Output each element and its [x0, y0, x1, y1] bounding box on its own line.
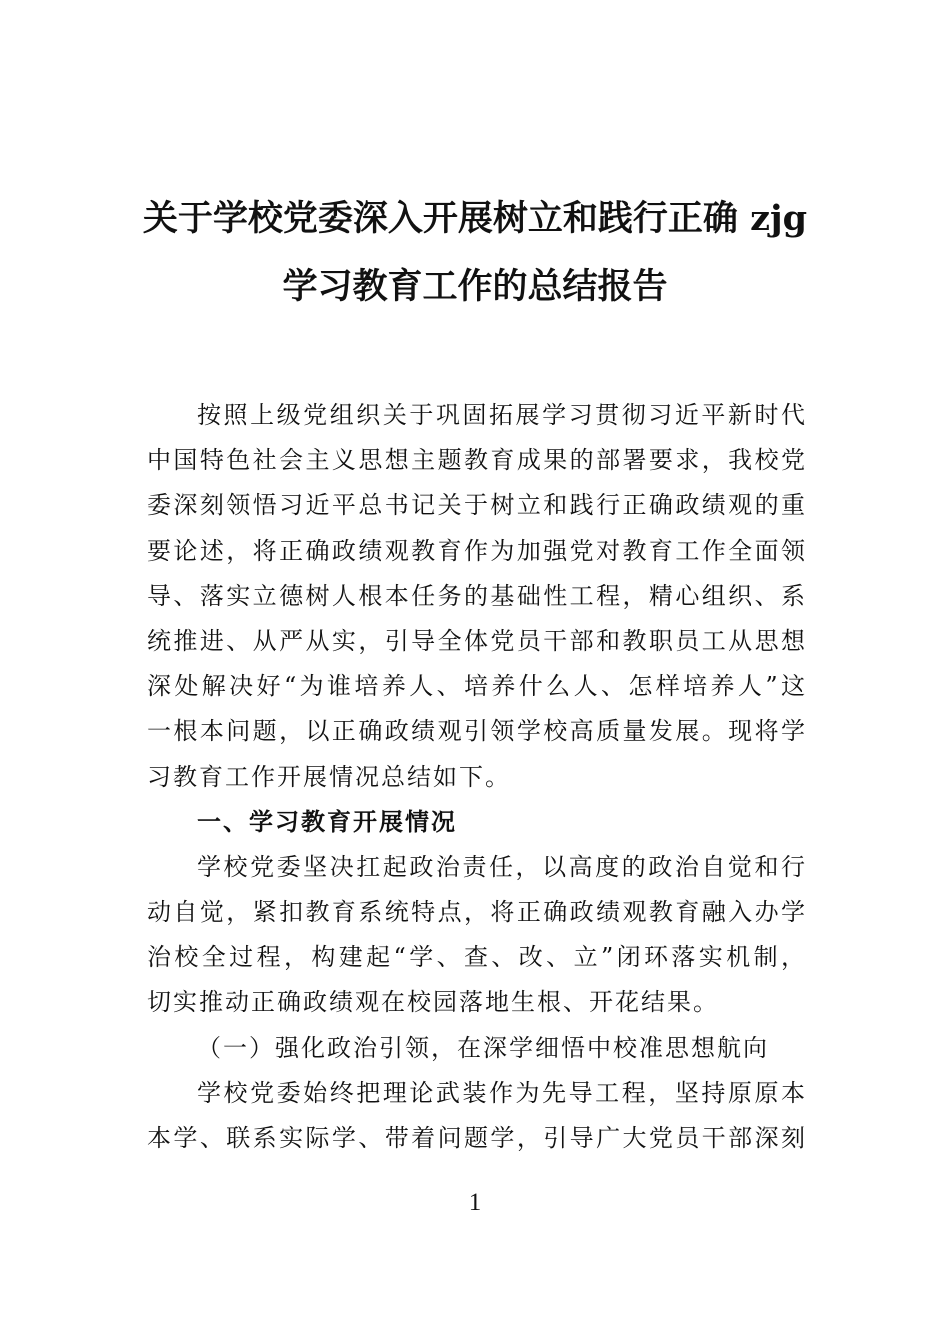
paragraph-1-line: 深处解决好“为谁培养人、培养什么人、怎样培养人”这 [147, 672, 807, 701]
section-heading-1: 一、学习教育开展情况 [197, 807, 457, 836]
paragraph-1-line: 导、落实立德树人根本任务的基础性工程，精心组织、系 [147, 581, 807, 610]
paragraph-1-line: 按照上级党组织关于巩固拓展学习贯彻习近平新时代 [197, 401, 807, 429]
paragraph-3-line: 本学、联系实际学、带着问题学，引导广大党员干部深刻 [147, 1124, 807, 1152]
document-title-line-2: 学习教育工作的总结报告 [282, 266, 668, 307]
paragraph-2-line: 动自觉，紧扣教育系统特点，将正确政绩观教育融入办学 [147, 898, 807, 927]
paragraph-1-line: 委深刻领悟习近平总书记关于树立和践行正确政绩观的重 [147, 491, 807, 520]
paragraph-2-line: 学校党委坚决扛起政治责任，以高度的政治自觉和行 [197, 852, 807, 881]
paragraph-1-line: 习教育工作开展情况总结如下。 [147, 762, 511, 791]
page-number: 1 [468, 1189, 482, 1216]
paragraph-1-line: 要论述，将正确政绩观教育作为加强党对教育工作全面领 [147, 536, 807, 565]
paragraph-1-line: 中国特色社会主义思想主题教育成果的部署要求，我校党 [147, 446, 807, 475]
paragraph-2-line: 治校全过程，构建起“学、查、改、立”闭环落实机制， [147, 943, 807, 972]
paragraph-2-line: 切实推动正确政绩观在校园落地生根、开花结果。 [147, 988, 719, 1017]
document-body [147, 393, 807, 1161]
document-title-line-1: 关于学校党委深入开展树立和践行正确 zjg [142, 198, 808, 239]
paragraph-1-line: 一根本问题，以正确政绩观引领学校高质量发展。现将学 [147, 717, 807, 746]
paragraph-1-line: 统推进、从严从实，引导全体党员干部和教职员工从思想 [147, 626, 807, 655]
paragraph-3-line: 学校党委始终把理论武装作为先导工程，坚持原原本 [197, 1078, 807, 1107]
subsection-heading-1: （一）强化政治引领，在深学细悟中校准思想航向 [197, 1033, 769, 1062]
